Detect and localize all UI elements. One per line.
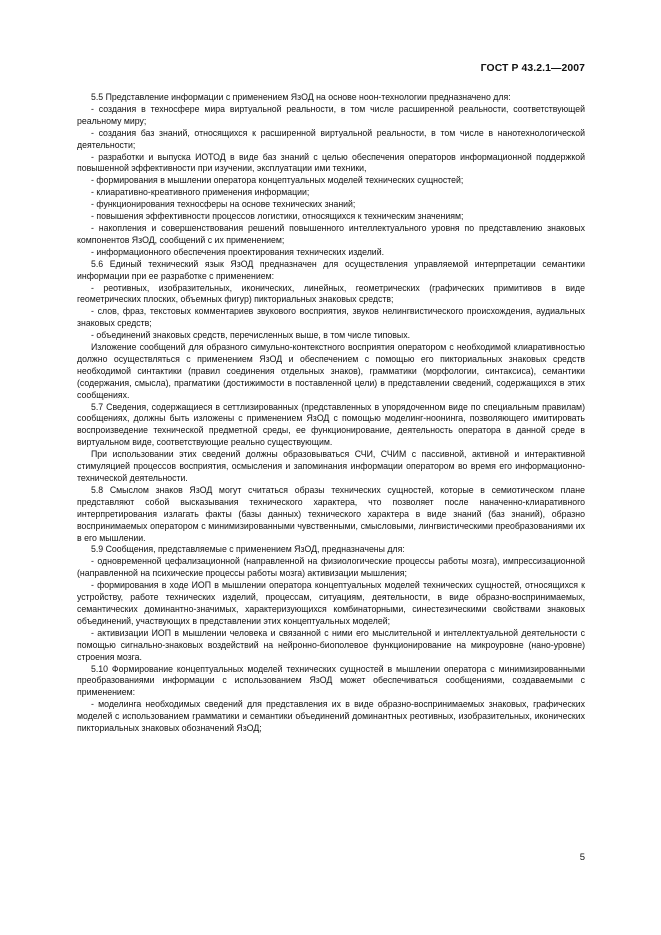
paragraph: - одновременной цефализационной (направленной на физиологические процессы работы мозга), импрессизационной (направленной на психические процессы работы мозга) активизации мышления;: [77, 556, 585, 579]
paragraph: - моделинга необходимых сведений для представления их в виде образно-воспринимаемых знаковых, графических моделей с использованием грамматики и семантики объединений доминантных реотивных, изобразительных, иконических пикториальных знаковых обозначений ЯзОД;: [77, 699, 585, 734]
paragraph: - клиаративно-креативного применения информации;: [91, 187, 310, 198]
paragraph: 5.8 Смыслом знаков ЯзОД могут считаться образы технических сущностей, которые в семиотическом плане представляют собой высказывания технического характера, что позволяет после наначенно-клиаративного интерпретирования излагать факты (базы данных) технического характера в виде знаний (баз знаний), образно воспринимаемых оператором с минимизированными чувственными, смысловыми, лингвистическими преобразованиями их в его мышлении.: [77, 484, 585, 543]
paragraph: 5.9 Сообщения, представляемые с применением ЯзОД, предназначены для:: [91, 544, 405, 555]
paragraph: - создания в техносфере мира виртуальной реальности, в том числе расширенной реальности, соответствующей реальному миру;: [77, 103, 585, 126]
document-code: ГОСТ Р 43.2.1—2007: [480, 63, 585, 74]
paragraph: - разработки и выпуска ИОТОД в виде баз знаний с целью обеспечения операторов информационной поддержкой повышенной эффективности при изучении, эксплуатации ими техники,: [77, 151, 585, 174]
paragraph: - объединений знаковых средств, перечисленных выше, в том числе типовых.: [91, 330, 411, 341]
paragraph: - повышения эффективности процессов логистики, относящихся к техническим значениям;: [91, 211, 464, 222]
paragraph: Изложение сообщений для образного симульно-контекстного восприятия оператором с необходимой клиаративностью должно осуществляться с применением ЯзОД и обеспечением с помощью его пикториальных знаковых средств необходимой синтактики (правил соединения отдельных знаков), грамматики (морфологии, синтаксиса), семантики (содержания, смысла), прагматики (достижимости в поставленной цели) в представлении сведений, содержащихся в этих сообщениях.: [77, 342, 585, 400]
paragraph: - функционирования техносферы на основе технических знаний;: [91, 199, 356, 210]
document-body: [77, 92, 585, 735]
paragraph: - формирования в мышлении оператора концептуальных моделей технических сущностей;: [91, 175, 464, 186]
paragraph: 5.7 Сведения, содержащиеся в сеттлизированных (представленных в упорядоченном виде по специальным правилам) сообщениях, должны быть изложены с применением ЯзОД с помощью моделинг-ноонинга, позволяющего имитировать воспроизведение технической предметной среды, ее функционирование, деятельность оператора в данной среде в виртуальном виде, соответствующие реально существующим.: [77, 401, 585, 448]
paragraph: 5.6 Единый технический язык ЯзОД предназначен для осуществления управляемой интерпретации семантики информации при ее разработке с применением:: [77, 258, 585, 281]
paragraph: - информационного обеспечения проектирования технических изделий.: [91, 246, 385, 257]
paragraph: - активизации ИОП в мышлении человека и связанной с ними его мыслительной и интеллектуальной деятельности с помощью сигнально-знаковых воздействий на нейронно-биополевое функционирование на микроуровне (нано-уровне) строения мозга.: [77, 627, 585, 662]
paragraph: 5.10 Формирование концептуальных моделей технических сущностей в мышлении оператора с минимизированными преобразованиями информации с использованием ЯзОД может обеспечиваться сообщениями, создаваемыми с применением:: [77, 663, 585, 698]
paragraph: - накопления и совершенствования решений повышенного интеллектуального уровня по представлению знаковых компонентов ЯзОД, сообщений с их применением;: [77, 222, 585, 245]
paragraph: - реотивных, изобразительных, иконических, линейных, геометрических (графических примитивов в виде геометрических плоских, объемных фигур) пикториальных знаковых средств;: [77, 282, 585, 305]
paragraph: - слов, фраз, текстовых комментариев звукового восприятия, звуков нелингвистического происхождения, аудиальных знаковых средств;: [77, 306, 585, 329]
paragraph: При использовании этих сведений должны образовываться СЧИ, СЧИМ с пассивной, активной и интерактивной стимуляцией процессов восприятия, осмысления и запоминания информации оператором во время его информационно-технической деятельности.: [77, 449, 585, 483]
page-number: 5: [579, 852, 585, 863]
paragraph: - создания баз знаний, относящихся к расширенной виртуальной реальности, в том числе в нанотехнологической деятельности;: [77, 127, 585, 150]
paragraph: - формирования в ходе ИОП в мышлении оператора концептуальных моделей технических сущностей, относящихся к устройству, работе технических изделий, процессам, ситуациям, деятельности, в виде образно-воспринимаемых, семантических доминантно-значимых, характеризующихся комбинаторными, синестезическими свойствами знаковых объединений, участвующих в представлении этих концептуальных моделей;: [77, 580, 585, 626]
paragraph: 5.5 Представление информации с применением ЯзОД на основе ноон-технологии предназначено для:: [91, 92, 511, 102]
